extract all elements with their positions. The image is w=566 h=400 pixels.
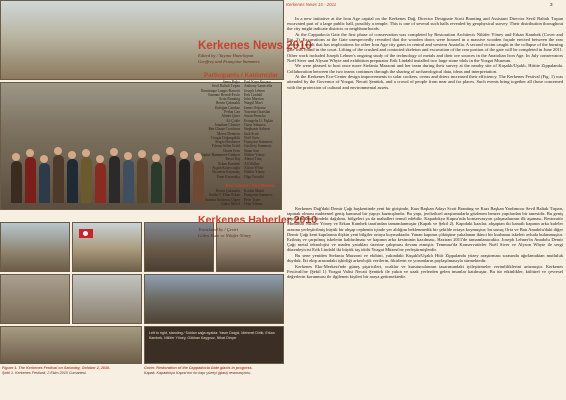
participant-name: Erik Lindahl bbox=[244, 92, 263, 97]
eco-member-name: Françoise Summers bbox=[244, 193, 273, 198]
translated-label: Translated by / Çeviri bbox=[198, 227, 239, 232]
paragraph: Kerkenes Dağ'daki Demir Çağı başkentinde yeni bir girişimle, Kazı Başkan Adayı Scott Branting ve Kazı Başkan Yardımcısı Sevil Baltalı Tırpan, tapınak olması muhtemel geniş kamusal bir yapıyı kazmışlardır. Bu yapı, jeofiziksel araştırmalarla gözlenen benzer yapılardan bir tanesidir. Bu geniş yapıların kent içindeki dağılımı, bölgeleri ya da mahalleri temsil edebilir. Kapadokya Kapısı'nda konservasyon çalışmalarının ilk aşaması, Restoratör Mimarlar Nilüfer Yöney ve Erkan Kambek tarafından tamamlanmıştır (Kapak ve Şekil 2). Kapıdaki kazılar, ahşaptan iki kanatlı kapının arka kuleler arasına yerleştirilmiş büyük bir ahşap cephenin içinde yer aldığını beklenmedik bir şekilde ortaya koymuştur; bu sonuç Orta ve Batı Anadolu'daki diğer Demir Çağı kent kapılarına ilişkin yeni bilgiler ortaya koymaktadır. Yanan kapının çöküşüne yakalanan ikinci bir kurbanın iskeleti avluda bulunmuştur. Ezilmiş ve çarpılmış iskeletin kaldırılması ve kapının arka kesiminin kazılması, Haziran 2011'de tamamlanacaktır. Joseph Lehner'in Anadolu Demir Çağı metal teknolojisi ve maden yatakları üzerine çalışması devam etmiştir. Temmuz'da Konservatörler Noël Siver ve Alyson Whyte ile sergi düzenleyicisi Erik Lindahl iki büyük taş idolü Yozgat Müzesi'ne yerleştirmişlerdir. bbox=[287, 206, 563, 253]
participant-name: Nilüfer Yöney bbox=[244, 153, 265, 158]
participant-name: Ali Walker bbox=[244, 161, 260, 166]
eco-member-name: Atamuz Korkmaz Ülgen bbox=[204, 197, 240, 202]
participant-name: Stephanie Salwen bbox=[244, 127, 270, 132]
cover-tr: Kapak. Kapadokya Kapısı'nın ön kapı yüzeyi (glasi) restorasyonu. bbox=[144, 370, 252, 375]
eco-member-name: Güner Mecel bbox=[221, 201, 240, 206]
eco-member-name: Berrin Çakmaklı bbox=[215, 189, 240, 193]
participant-name: Cengiz Doğangüldü bbox=[211, 135, 240, 140]
edited-label: Edited by / Yayına Hazırlayan bbox=[198, 53, 254, 58]
participant-name: Joseph Lehner bbox=[244, 88, 265, 93]
running-header: Kerkenes News 15 - 2011 bbox=[286, 2, 337, 7]
participant-name: James Osborne bbox=[244, 105, 266, 110]
participant-name: Olga Yarcakıl bbox=[244, 174, 264, 179]
participant-name: Resul İbiş bbox=[225, 157, 240, 162]
turkish-body bbox=[287, 206, 563, 400]
photo-gate-2 bbox=[72, 222, 142, 272]
participant-name: John Marston bbox=[244, 97, 264, 102]
participant-name: Aygün Kalaycıoğlu bbox=[212, 165, 240, 170]
participant-name: Pınar Kaymakçı bbox=[216, 174, 240, 179]
participant-name: Paul Kaye Kucuco bbox=[244, 80, 271, 84]
english-title: Kerkenes News 2010 bbox=[198, 40, 312, 52]
photo-glacis bbox=[0, 326, 142, 364]
eco-member-name: Korkut Mutaf bbox=[244, 189, 264, 193]
participant-name: Jack Scott bbox=[244, 131, 259, 136]
eco-member-name: Sosibi T. Ellan-Erkan bbox=[209, 193, 240, 198]
photo-excavation bbox=[0, 274, 70, 324]
participant-name: Berrin Çakmaklı bbox=[215, 101, 240, 106]
turkish-flag-icon bbox=[79, 229, 93, 238]
photo-gate-1 bbox=[0, 222, 70, 272]
turkish-title: Kerkenes Haberler 2010 bbox=[198, 214, 318, 226]
paragraph: In a new initiative at the Iron Age capital on the Kerkenes Dağ, Director Designate Scott Branting and Assistant Director Sevil Baltalı Tırpan excavated part of a large public hall, possibly a temple. This is one of several such halls revealed by geophysical survey. Their distribution throughout the city might indicate districts or neighbourhoods. bbox=[287, 16, 563, 32]
participant-name: Sinan Sun bbox=[244, 148, 259, 153]
participant-name: Dominique Langis-Barsetti bbox=[200, 88, 240, 93]
participant-name: Jonathan Cloutier bbox=[214, 122, 240, 127]
paragraph: At the Kerkenes Eco-Center design improvements to solar cookers, ovens and driers increased their efficiency. The Kerkenes Festival (Fig. 1) was attended by the Governor of Yozgat, Necati Şentürk, and a crowd of people from near and far places. Such events bring together all those concerned with the protection of cultural and environmental assets. bbox=[287, 74, 563, 90]
photo-team bbox=[144, 326, 284, 364]
paragraph: Kerkenes Eko-Merkezi'nde güneş pişiricileri, ocaklar ve kurutucularının tasarımındaki iyileştirmeler verimliliklerini artırmıştır. Kerkenes Festivali'ne (Şekil 1) Yozgat Valisi Necati Şentürk ile yakın ve uzak yerlerden gelen insanlar katılmıştır. Bu tür etkinlikler, kültürel ve çevresel değerlerin korunması ile ilgilenen kişileri bir araya getirmektedir. bbox=[287, 263, 563, 280]
participant-name: Cinşe Sabuncu bbox=[244, 122, 266, 127]
paragraph: At the Cappadocia Gate the first phase of conservation was completed by Restoration Architects Nilüfer Yöney and Erkan Kambek (Cover and Fig. 2). Excavations at the Gate unexpectedly revealed that the wooden doors were housed in a massive wooden façade erected between the rear towers, a result that has implications for other Iron Age city gates in central and western Anatolia. A second victim caught in the collapse of the burning gate was found in the court. Lifting of the crushed and contorted skeleton and excavation of the rear portion of the gate will be completed in June 2011. Other work included Joseph Lehner's ongoing study of the technology of metals and their ore sources in the Anatolian Iron Age. In July conservators Noël Siver and Alyson Whyte and exhibition preparator Erik Lindahl installed two large stone idols in the Yozgat Museum. bbox=[287, 31, 563, 63]
paragraph: We were pleased to host once more Stefania Mazzoni and her team during their survey at the nearby site of Kuşaklı/Uşaklı, Hittite Zippalanda. Collaboration between the two teams continues through the sharing of archaeological data, ideas and interpretation. bbox=[287, 63, 563, 74]
participant-name: Gözde Eren bbox=[222, 148, 240, 153]
english-editors-block bbox=[198, 53, 298, 64]
participant-name: Nusrettin Kaymakç bbox=[211, 170, 240, 175]
participant-name: Erkan Kambek bbox=[218, 161, 240, 166]
cover-en: Cover. Restoration of the Cappadocia Gate glacis in progress. bbox=[144, 366, 253, 370]
participant-name: Nurgül Mavi bbox=[244, 101, 263, 106]
fig1-tr: Şekil 1. Kerkenes Festivali, 2 Ekim 2010 Cumartesi. bbox=[2, 370, 87, 375]
participant-name: Yasemin Özarslan bbox=[244, 110, 271, 115]
eco-list-left bbox=[200, 189, 240, 206]
participant-name: Merve Demiröz bbox=[217, 131, 240, 136]
participant-name: Sergio Diesbauer bbox=[215, 140, 240, 145]
participant-name: Susan Penacho bbox=[244, 114, 266, 119]
translators-names: Gülen Esen ve Nilüfer Yöney bbox=[198, 232, 252, 238]
participant-name: Sophie Hammond-Gimbert bbox=[200, 153, 240, 158]
participant-name: Nilüfer Yöney bbox=[244, 170, 265, 175]
photo-visitors bbox=[72, 274, 142, 324]
participant-name: Scott Branting bbox=[219, 97, 240, 102]
fig1-en: Figure 1. The Kerkenes Festival on Saturday, October 2, 2010. bbox=[2, 366, 111, 370]
photo-restoration bbox=[144, 274, 284, 324]
participant-name: Ahmet Çiner bbox=[221, 114, 240, 119]
participant-name: Susanne Berndt-Ersöz bbox=[207, 92, 240, 97]
participant-name: Alison White bbox=[244, 165, 264, 170]
eco-member-name: Peter Tauer bbox=[244, 197, 261, 202]
participant-name: Françoise Summers bbox=[244, 140, 273, 145]
eco-list-right bbox=[244, 189, 288, 206]
participants-list-right bbox=[244, 80, 288, 179]
eco-member-name: Oran Yılmaz bbox=[244, 201, 263, 206]
page-number: 3 bbox=[550, 2, 553, 7]
editors-names: Geoffrey and Françoise Summers bbox=[198, 58, 260, 64]
participants-heading: Participants / Katılımcılar bbox=[204, 72, 278, 79]
participant-name: Ferhat Can bbox=[224, 110, 240, 115]
participant-name: Sevil Baltalı Tırpan bbox=[211, 84, 240, 89]
participants-list-left bbox=[200, 80, 240, 179]
participant-name: Yılmaz Selim Erdal bbox=[211, 144, 240, 149]
participant-name: Anthony Lauricella bbox=[244, 84, 273, 89]
participant-name: Sema Bağcı bbox=[222, 80, 240, 84]
cover-caption bbox=[144, 366, 284, 375]
photo-inset-caption: Left to right, standing / Soldan sağa ayakta: Yaser Dalgılı, Mehmet Dirlik, Erkan Kambek, Nilüfer Yöney, Gökhan Kaygısız, Nihat Dinçer bbox=[149, 331, 275, 340]
eco-centre-heading: Eco-Centre / Eko-Merkez bbox=[226, 183, 276, 188]
english-body bbox=[287, 16, 563, 216]
figure-1-caption bbox=[2, 366, 142, 375]
participant-name: Noël Siver bbox=[244, 135, 260, 140]
participant-name: Geoffrey Summers bbox=[244, 144, 272, 149]
paragraph: Bu sene yeniden Stefania Mazzoni ve ekibini, yakındaki Kuşaklı/Uşaklı Hitit Zippalanda yüzey araştırması sırasında ağırlamaktan mutluluk duyduk. İki ekip arasındaki işbirliği arkeolojik verilerin, fikirlerin ve yorumların paylaşılmasıyla sürmektedir. bbox=[287, 252, 563, 264]
participant-name: Ben Claasz Coockson bbox=[208, 127, 240, 132]
participant-name: Erdoğan Cambaz bbox=[215, 105, 240, 110]
participant-name: Evangelia U. Pişkin bbox=[244, 118, 273, 123]
participant-name: Ali Çokle bbox=[225, 118, 240, 123]
participant-name: Ahmet Tünç bbox=[244, 157, 262, 162]
